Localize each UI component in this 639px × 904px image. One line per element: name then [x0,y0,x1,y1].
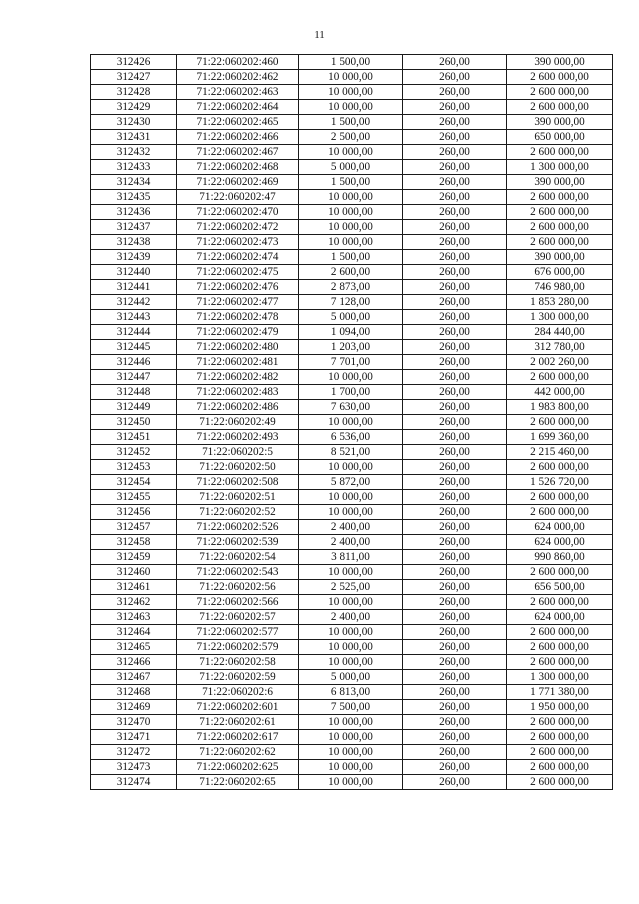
cell-rate: 260,00 [403,295,507,310]
cell-rate: 260,00 [403,235,507,250]
cell-cadastral-number: 71:22:060202:51 [177,490,299,505]
cell-cadastral-number: 71:22:060202:483 [177,385,299,400]
cell-amount: 2 600 000,00 [507,565,613,580]
cell-rate: 260,00 [403,250,507,265]
cell-area: 10 000,00 [299,775,403,790]
cell-area: 10 000,00 [299,190,403,205]
cell-rate: 260,00 [403,775,507,790]
cell-amount: 390 000,00 [507,175,613,190]
cell-rate: 260,00 [403,475,507,490]
table-row [91,160,613,175]
table-row [91,775,613,790]
cell-id: 312466 [91,655,177,670]
page-number: 11 [314,29,325,41]
cell-rate: 260,00 [403,625,507,640]
cell-rate: 260,00 [403,310,507,325]
table-row [91,430,613,445]
cell-amount: 990 860,00 [507,550,613,565]
table-row [91,535,613,550]
cell-id: 312439 [91,250,177,265]
cell-amount: 2 002 260,00 [507,355,613,370]
table-row [91,715,613,730]
table-row [91,280,613,295]
cell-id: 312457 [91,520,177,535]
cell-rate: 260,00 [403,565,507,580]
cell-rate: 260,00 [403,385,507,400]
cell-amount: 390 000,00 [507,115,613,130]
cell-rate: 260,00 [403,730,507,745]
cell-amount: 650 000,00 [507,130,613,145]
cell-id: 312441 [91,280,177,295]
cell-amount: 624 000,00 [507,610,613,625]
cell-cadastral-number: 71:22:060202:466 [177,130,299,145]
cell-amount: 2 600 000,00 [507,625,613,640]
cell-rate: 260,00 [403,265,507,280]
cell-area: 1 700,00 [299,385,403,400]
cell-area: 2 400,00 [299,520,403,535]
cell-id: 312436 [91,205,177,220]
cell-cadastral-number: 71:22:060202:480 [177,340,299,355]
cell-id: 312437 [91,220,177,235]
table-row [91,370,613,385]
cell-amount: 442 000,00 [507,385,613,400]
cell-rate: 260,00 [403,355,507,370]
cell-area: 1 203,00 [299,340,403,355]
cell-id: 312469 [91,700,177,715]
cell-rate: 260,00 [403,580,507,595]
cell-amount: 2 600 000,00 [507,745,613,760]
table-row [91,760,613,775]
cell-area: 5 000,00 [299,310,403,325]
cell-rate: 260,00 [403,70,507,85]
table-row [91,445,613,460]
cell-area: 10 000,00 [299,235,403,250]
cell-cadastral-number: 71:22:060202:476 [177,280,299,295]
table-row [91,115,613,130]
cell-amount: 1 771 380,00 [507,685,613,700]
cell-area: 10 000,00 [299,505,403,520]
cell-id: 312430 [91,115,177,130]
cell-amount: 2 600 000,00 [507,595,613,610]
cell-cadastral-number: 71:22:060202:474 [177,250,299,265]
cell-amount: 284 440,00 [507,325,613,340]
cell-rate: 260,00 [403,280,507,295]
cell-id: 312471 [91,730,177,745]
cell-id: 312474 [91,775,177,790]
table-row [91,235,613,250]
table-row [91,595,613,610]
cell-id: 312464 [91,625,177,640]
cell-cadastral-number: 71:22:060202:481 [177,355,299,370]
cell-amount: 2 600 000,00 [507,415,613,430]
cell-id: 312446 [91,355,177,370]
table-row [91,745,613,760]
cell-id: 312462 [91,595,177,610]
cell-area: 3 811,00 [299,550,403,565]
cell-area: 10 000,00 [299,730,403,745]
table-row [91,85,613,100]
cell-area: 2 400,00 [299,535,403,550]
cell-cadastral-number: 71:22:060202:479 [177,325,299,340]
cell-rate: 260,00 [403,490,507,505]
table-row [91,355,613,370]
cell-amount: 2 600 000,00 [507,220,613,235]
cell-area: 2 400,00 [299,610,403,625]
table-row [91,460,613,475]
cell-rate: 260,00 [403,325,507,340]
cell-cadastral-number: 71:22:060202:464 [177,100,299,115]
cell-amount: 1 526 720,00 [507,475,613,490]
cell-id: 312433 [91,160,177,175]
cell-rate: 260,00 [403,520,507,535]
cell-area: 10 000,00 [299,205,403,220]
cell-area: 10 000,00 [299,85,403,100]
cell-id: 312465 [91,640,177,655]
table-row [91,520,613,535]
cell-amount: 746 980,00 [507,280,613,295]
cell-id: 312438 [91,235,177,250]
cell-rate: 260,00 [403,400,507,415]
cell-rate: 260,00 [403,100,507,115]
cell-amount: 1 300 000,00 [507,670,613,685]
cell-amount: 1 983 800,00 [507,400,613,415]
cell-cadastral-number: 71:22:060202:6 [177,685,299,700]
cell-area: 1 500,00 [299,55,403,70]
cell-cadastral-number: 71:22:060202:50 [177,460,299,475]
table-row [91,100,613,115]
cell-rate: 260,00 [403,145,507,160]
cell-id: 312426 [91,55,177,70]
cell-area: 10 000,00 [299,490,403,505]
cell-cadastral-number: 71:22:060202:462 [177,70,299,85]
cell-area: 1 500,00 [299,115,403,130]
cell-amount: 2 600 000,00 [507,505,613,520]
cell-rate: 260,00 [403,445,507,460]
cell-cadastral-number: 71:22:060202:478 [177,310,299,325]
cell-amount: 2 600 000,00 [507,460,613,475]
table-row [91,655,613,670]
cell-amount: 1 853 280,00 [507,295,613,310]
cell-id: 312453 [91,460,177,475]
cell-amount: 2 600 000,00 [507,235,613,250]
cell-id: 312452 [91,445,177,460]
cell-id: 312461 [91,580,177,595]
cell-id: 312445 [91,340,177,355]
cell-id: 312460 [91,565,177,580]
cell-area: 10 000,00 [299,220,403,235]
cell-id: 312444 [91,325,177,340]
cell-id: 312450 [91,415,177,430]
cell-id: 312443 [91,310,177,325]
table-row [91,505,613,520]
cell-amount: 2 600 000,00 [507,640,613,655]
cell-area: 2 600,00 [299,265,403,280]
cell-cadastral-number: 71:22:060202:58 [177,655,299,670]
cell-amount: 1 950 000,00 [507,700,613,715]
cell-cadastral-number: 71:22:060202:601 [177,700,299,715]
cell-cadastral-number: 71:22:060202:508 [177,475,299,490]
cell-rate: 260,00 [403,55,507,70]
cell-rate: 260,00 [403,670,507,685]
cell-area: 2 500,00 [299,130,403,145]
cell-amount: 656 500,00 [507,580,613,595]
table-row [91,70,613,85]
cell-area: 7 500,00 [299,700,403,715]
cell-cadastral-number: 71:22:060202:617 [177,730,299,745]
cell-rate: 260,00 [403,505,507,520]
cell-id: 312473 [91,760,177,775]
cell-rate: 260,00 [403,220,507,235]
cell-rate: 260,00 [403,415,507,430]
cell-rate: 260,00 [403,205,507,220]
cell-cadastral-number: 71:22:060202:579 [177,640,299,655]
cell-area: 2 525,00 [299,580,403,595]
cell-cadastral-number: 71:22:060202:473 [177,235,299,250]
cell-id: 312431 [91,130,177,145]
table-row [91,130,613,145]
cell-id: 312451 [91,430,177,445]
cell-area: 10 000,00 [299,370,403,385]
cell-area: 8 521,00 [299,445,403,460]
cell-area: 7 630,00 [299,400,403,415]
cell-rate: 260,00 [403,745,507,760]
cell-id: 312458 [91,535,177,550]
cell-area: 10 000,00 [299,145,403,160]
cell-amount: 2 600 000,00 [507,715,613,730]
table-row [91,580,613,595]
table-row [91,415,613,430]
cell-id: 312440 [91,265,177,280]
cell-amount: 624 000,00 [507,520,613,535]
cell-cadastral-number: 71:22:060202:566 [177,595,299,610]
cell-id: 312449 [91,400,177,415]
cell-area: 10 000,00 [299,625,403,640]
cell-cadastral-number: 71:22:060202:539 [177,535,299,550]
cell-amount: 2 600 000,00 [507,190,613,205]
table-row [91,310,613,325]
cell-cadastral-number: 71:22:060202:493 [177,430,299,445]
cell-cadastral-number: 71:22:060202:467 [177,145,299,160]
cell-cadastral-number: 71:22:060202:477 [177,295,299,310]
cell-cadastral-number: 71:22:060202:625 [177,760,299,775]
cell-cadastral-number: 71:22:060202:5 [177,445,299,460]
cell-amount: 1 699 360,00 [507,430,613,445]
cell-area: 10 000,00 [299,715,403,730]
cell-area: 1 500,00 [299,175,403,190]
cell-rate: 260,00 [403,175,507,190]
cell-rate: 260,00 [403,685,507,700]
cell-amount: 1 300 000,00 [507,160,613,175]
cell-id: 312455 [91,490,177,505]
cell-cadastral-number: 71:22:060202:526 [177,520,299,535]
table-row [91,550,613,565]
cell-cadastral-number: 71:22:060202:465 [177,115,299,130]
table-row [91,295,613,310]
cell-amount: 2 600 000,00 [507,100,613,115]
cell-area: 10 000,00 [299,760,403,775]
cell-amount: 312 780,00 [507,340,613,355]
cell-cadastral-number: 71:22:060202:460 [177,55,299,70]
table-row [91,250,613,265]
cell-area: 10 000,00 [299,595,403,610]
table-body [91,55,613,790]
cell-area: 10 000,00 [299,415,403,430]
cell-id: 312428 [91,85,177,100]
cell-rate: 260,00 [403,130,507,145]
cell-id: 312470 [91,715,177,730]
cell-id: 312427 [91,70,177,85]
table-row [91,340,613,355]
cell-id: 312467 [91,670,177,685]
cell-amount: 2 600 000,00 [507,370,613,385]
cell-amount: 2 600 000,00 [507,760,613,775]
cell-rate: 260,00 [403,430,507,445]
table-row [91,490,613,505]
cell-rate: 260,00 [403,160,507,175]
cell-amount: 2 600 000,00 [507,655,613,670]
cell-rate: 260,00 [403,190,507,205]
cell-amount: 2 600 000,00 [507,730,613,745]
cell-cadastral-number: 71:22:060202:61 [177,715,299,730]
cell-id: 312448 [91,385,177,400]
cell-cadastral-number: 71:22:060202:65 [177,775,299,790]
cell-cadastral-number: 71:22:060202:62 [177,745,299,760]
data-table [90,54,613,790]
cell-cadastral-number: 71:22:060202:468 [177,160,299,175]
cell-area: 10 000,00 [299,640,403,655]
cell-cadastral-number: 71:22:060202:47 [177,190,299,205]
cell-amount: 2 600 000,00 [507,490,613,505]
cell-rate: 260,00 [403,370,507,385]
cell-id: 312447 [91,370,177,385]
cell-id: 312456 [91,505,177,520]
cell-cadastral-number: 71:22:060202:543 [177,565,299,580]
table-row [91,640,613,655]
table-row [91,565,613,580]
cell-amount: 624 000,00 [507,535,613,550]
cell-area: 6 813,00 [299,685,403,700]
cell-cadastral-number: 71:22:060202:475 [177,265,299,280]
cell-id: 312442 [91,295,177,310]
cell-rate: 260,00 [403,85,507,100]
cell-rate: 260,00 [403,115,507,130]
table-row [91,610,613,625]
cell-cadastral-number: 71:22:060202:59 [177,670,299,685]
cell-cadastral-number: 71:22:060202:49 [177,415,299,430]
cell-rate: 260,00 [403,640,507,655]
cell-cadastral-number: 71:22:060202:56 [177,580,299,595]
cell-id: 312463 [91,610,177,625]
cell-id: 312435 [91,190,177,205]
cell-cadastral-number: 71:22:060202:54 [177,550,299,565]
table-row [91,685,613,700]
cell-area: 1 500,00 [299,250,403,265]
cell-cadastral-number: 71:22:060202:463 [177,85,299,100]
cell-id: 312429 [91,100,177,115]
cell-area: 10 000,00 [299,460,403,475]
cell-id: 312432 [91,145,177,160]
cell-amount: 2 600 000,00 [507,145,613,160]
table-row [91,385,613,400]
cell-rate: 260,00 [403,595,507,610]
cell-area: 2 873,00 [299,280,403,295]
cell-rate: 260,00 [403,655,507,670]
cell-id: 312454 [91,475,177,490]
cell-id: 312434 [91,175,177,190]
cell-id: 312468 [91,685,177,700]
table-row [91,190,613,205]
table-row [91,175,613,190]
cell-amount: 2 600 000,00 [507,775,613,790]
cell-cadastral-number: 71:22:060202:486 [177,400,299,415]
cell-area: 5 872,00 [299,475,403,490]
cell-amount: 1 300 000,00 [507,310,613,325]
table-row [91,325,613,340]
cell-area: 5 000,00 [299,160,403,175]
cell-id: 312459 [91,550,177,565]
table-row [91,670,613,685]
cell-area: 1 094,00 [299,325,403,340]
cell-rate: 260,00 [403,535,507,550]
cell-amount: 2 600 000,00 [507,70,613,85]
cell-area: 10 000,00 [299,70,403,85]
cell-rate: 260,00 [403,460,507,475]
table-row [91,265,613,280]
cell-cadastral-number: 71:22:060202:472 [177,220,299,235]
cell-cadastral-number: 71:22:060202:577 [177,625,299,640]
cell-cadastral-number: 71:22:060202:469 [177,175,299,190]
table-row [91,220,613,235]
cell-amount: 390 000,00 [507,250,613,265]
cell-amount: 2 215 460,00 [507,445,613,460]
cell-cadastral-number: 71:22:060202:470 [177,205,299,220]
table-row [91,400,613,415]
cell-rate: 260,00 [403,700,507,715]
cell-area: 10 000,00 [299,565,403,580]
cell-amount: 2 600 000,00 [507,205,613,220]
cell-area: 10 000,00 [299,100,403,115]
cell-cadastral-number: 71:22:060202:482 [177,370,299,385]
cell-cadastral-number: 71:22:060202:52 [177,505,299,520]
cell-area: 6 536,00 [299,430,403,445]
cell-cadastral-number: 71:22:060202:57 [177,610,299,625]
cell-area: 7 701,00 [299,355,403,370]
cell-amount: 676 000,00 [507,265,613,280]
table-row [91,625,613,640]
table-row [91,205,613,220]
table-row [91,730,613,745]
table-row [91,475,613,490]
cell-area: 10 000,00 [299,655,403,670]
cell-id: 312472 [91,745,177,760]
cell-amount: 390 000,00 [507,55,613,70]
cell-area: 7 128,00 [299,295,403,310]
cell-rate: 260,00 [403,760,507,775]
cell-rate: 260,00 [403,610,507,625]
cell-area: 10 000,00 [299,745,403,760]
table-row [91,55,613,70]
cell-rate: 260,00 [403,340,507,355]
table-row [91,145,613,160]
cell-amount: 2 600 000,00 [507,85,613,100]
cell-area: 5 000,00 [299,670,403,685]
table-row [91,700,613,715]
cell-rate: 260,00 [403,715,507,730]
cell-rate: 260,00 [403,550,507,565]
